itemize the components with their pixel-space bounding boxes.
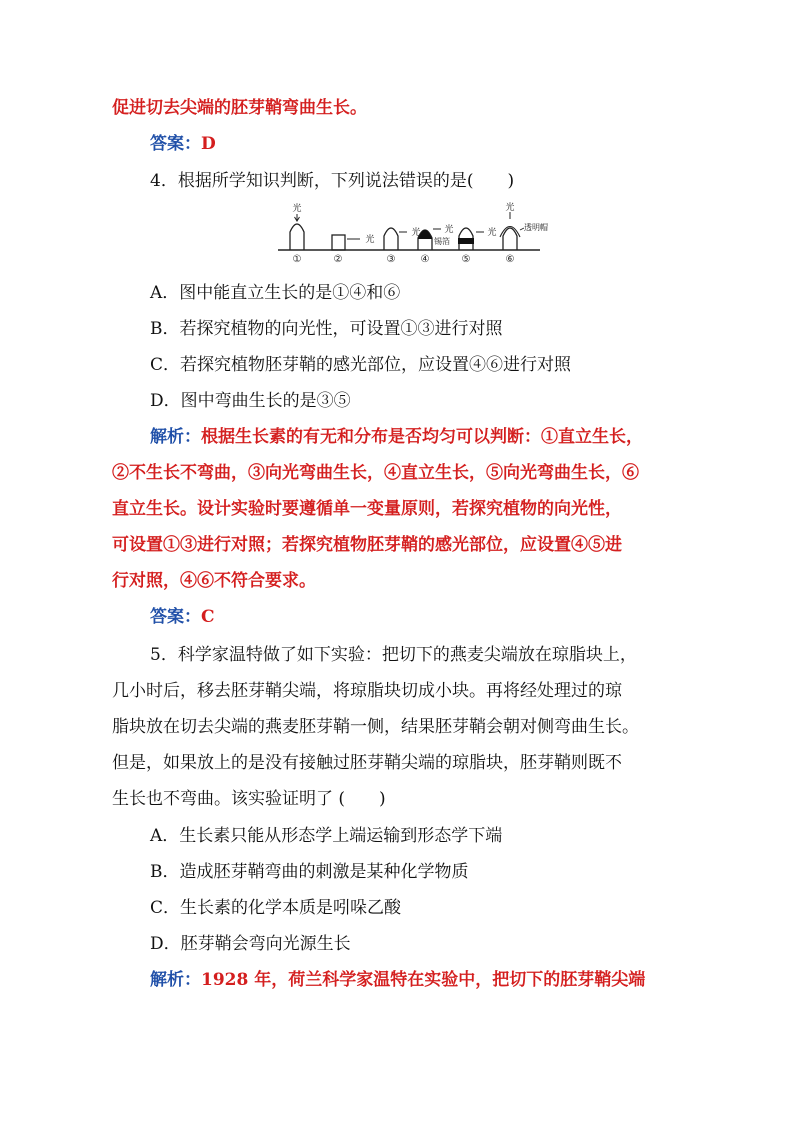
light-label-1: 光 <box>292 204 302 214</box>
coleoptile-2-stump <box>332 235 345 250</box>
answer-label: 答案： <box>150 607 201 627</box>
answer-label: 答案： <box>150 134 201 154</box>
figure-number-5: ⑤ <box>461 254 471 265</box>
light-label-5: 光 <box>487 228 497 238</box>
option-5c: C．生长素的化学本质是吲哚乙酸 <box>150 898 402 918</box>
option-5d: D．胚芽鞘会弯向光源生长 <box>150 934 351 954</box>
analysis-4-line-5: 行对照，④⑥不符合要求。 <box>112 571 316 591</box>
answer-line-1: 答案：D <box>150 134 216 154</box>
question-5-line-3: 脂块放在切去尖端的燕麦胚芽鞘一侧，结果胚芽鞘会朝对侧弯曲生长。 <box>112 717 639 737</box>
analysis-4-line-2: ②不生长不弯曲，③向光弯曲生长，④直立生长，⑤向光弯曲生长，⑥ <box>112 463 639 483</box>
light-label-6: 光 <box>505 203 515 213</box>
analysis-label: 解析： <box>150 427 201 447</box>
light-label-2: 光 <box>365 235 375 245</box>
figure-number-6: ⑥ <box>505 254 515 265</box>
answer-line-2: 答案：C <box>150 607 215 627</box>
question-5-line-4: 但是，如果放上的是没有接触过胚芽鞘尖端的琼脂块，胚芽鞘则既不 <box>112 753 622 773</box>
question-5-line-1: 5．科学家温特做了如下实验：把切下的燕麦尖端放在琼脂块上， <box>150 645 637 665</box>
line-1: 促进切去尖端的胚芽鞘弯曲生长。 <box>112 98 367 118</box>
experiment-figure <box>278 202 548 265</box>
coleoptile-1 <box>290 224 304 250</box>
question-4: 4．根据所学知识判断，下列说法错误的是( ) <box>150 171 515 191</box>
coleoptile-3 <box>384 228 398 250</box>
foil-label: 锡箔 <box>434 237 450 246</box>
analysis-4-line-1: 解析：根据生长素的有无和分布是否均匀可以判断：①直立生长， <box>150 427 643 447</box>
figure-number-4: ④ <box>420 254 430 265</box>
analysis-5-line-1: 解析：1928 年，荷兰科学家温特在实验中，把切下的胚芽鞘尖端 <box>150 970 646 990</box>
coleoptile-6 <box>503 228 517 250</box>
question-5-line-5: 生长也不弯曲。该实验证明了 ( ) <box>112 789 386 809</box>
analysis-label: 解析： <box>150 970 201 990</box>
option-4d: D．图中弯曲生长的是③⑤ <box>150 391 351 411</box>
option-4b: B．若探究植物的向光性，可设置①③进行对照 <box>150 319 503 339</box>
question-5-line-2: 几小时后，移去胚芽鞘尖端，将琼脂块切成小块。再将经处理过的琼 <box>112 681 622 701</box>
option-5b: B．造成胚芽鞘弯曲的刺激是某种化学物质 <box>150 862 469 882</box>
analysis-4-line-3: 直立生长。设计实验时要遵循单一变量原则，若探究植物的向光性， <box>112 499 622 519</box>
figure-number-3: ③ <box>386 254 396 265</box>
light-label-4: 光 <box>444 225 454 235</box>
option-4a: A．图中能直立生长的是①④和⑥ <box>150 283 401 303</box>
analysis-4-line-4: 可设置①③进行对照；若探究植物胚芽鞘的感光部位，应设置④⑤进 <box>112 535 622 555</box>
option-5a: A．生长素只能从形态学上端运输到形态学下端 <box>150 826 503 846</box>
option-4c: C．若探究植物胚芽鞘的感光部位，应设置④⑥进行对照 <box>150 355 572 375</box>
foil-band-5 <box>458 238 474 244</box>
light-label-3: 光 <box>411 228 421 238</box>
figure-number-1: ① <box>292 254 302 265</box>
cap-label: 透明帽 <box>524 223 548 232</box>
figure-number-2: ② <box>333 254 343 265</box>
